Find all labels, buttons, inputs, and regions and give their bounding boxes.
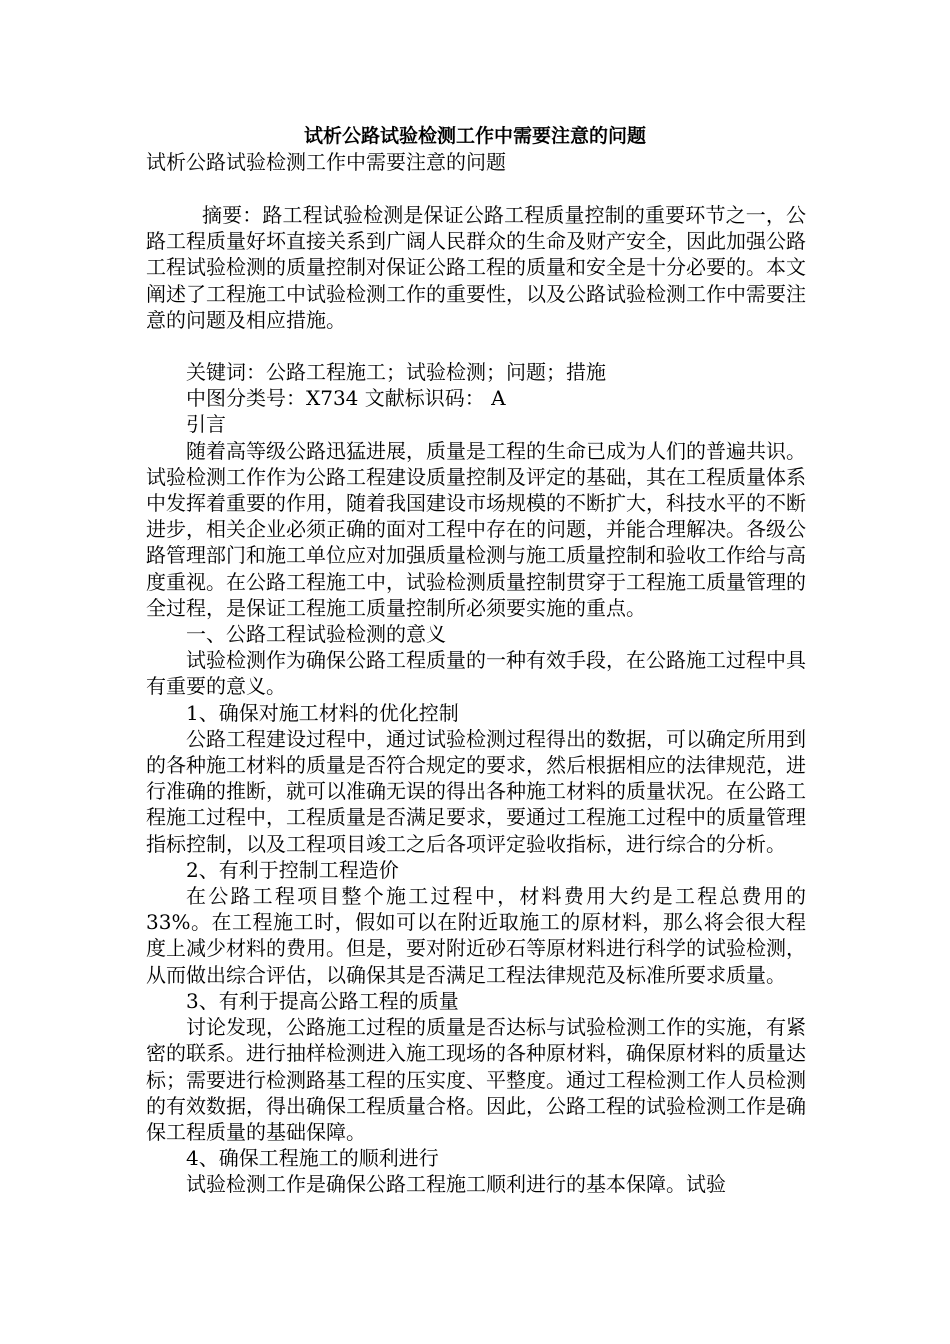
body-paragraph: 公路工程建设过程中，通过试验检测过程得出的数据，可以确定所用到的各种施工材料的质量是否符合规定的要求，然后根据相应的法律规范，进行准确的推断，就可以准确无误的得出各种施工材料的质量状况。在公路工程施工过程中，工程质量是否满足要求，要通过工程施工过程中的质量管理指标控制，以及工程项目竣工之后各项评定验收指标，进行综合的分析。 xyxy=(146,726,806,856)
classification-line: 中图分类号：X734 文献标识码： A xyxy=(186,386,506,411)
section-heading: 一、公路工程试验检测的意义 xyxy=(186,622,446,647)
body-paragraph: 讨论发现，公路施工过程的质量是否达标与试验检测工作的实施，有紧密的联系。进行抽样检测进入施工现场的各种原材料，确保原材料的质量达标；需要进行检测路基工程的压实度、平整度。通过工程检测工作人员检测的有效数据，得出确保工程质量合格。因此，公路工程的试验检测工作是确保工程质量的基础保障。 xyxy=(146,1015,806,1144)
subsection-heading: 2、有利于控制工程造价 xyxy=(186,857,399,882)
keywords-line: 关键词：公路工程施工；试验检测；问题；措施 xyxy=(186,360,606,385)
abstract-paragraph: 摘要：路工程试验检测是保证公路工程质量控制的重要环节之一，公路工程质量好坏直接关系到广阔人民群众的生命及财产安全，因此加强公路工程试验检测的质量控制对保证公路工程的质量和安全是十分必要的。本文阐述了工程施工中试验检测工作的重要性，以及公路试验检测工作中需要注意的问题及相应措施。 xyxy=(146,203,806,332)
body-paragraph: 在公路工程项目整个施工过程中，材料费用大约是工程总费用的33%。在工程施工时，假如可以在附近取施工的原材料，那么将会很大程度上减少材料的费用。但是，要对附近砂石等原材料进行科学的试验检测，从而做出综合评估，以确保其是否满足工程法律规范及标准所要求质量。 xyxy=(146,884,806,987)
document-body xyxy=(146,202,806,1198)
subsection-heading: 3、有利于提高公路工程的质量 xyxy=(186,988,459,1013)
body-paragraph: 随着高等级公路迅猛进展，质量是工程的生命已成为人们的普遍共识。试验检测工作作为公路工程建设质量控制及评定的基础，其在工程质量体系中发挥着重要的作用，随着我国建设市场规模的不断扩大，科技水平的不断进步，相关企业必须正确的面对工程中存在的问题，并能合理解决。各级公路管理部门和施工单位应对加强质量检测与施工质量控制和验收工作给与高度重视。在公路工程施工中，试验检测质量控制贯穿于工程施工质量管理的全过程，是保证工程施工质量控制所必须要实施的重点。 xyxy=(146,438,806,620)
subsection-heading: 1、确保对施工材料的优化控制 xyxy=(186,700,459,725)
document-subtitle: 试析公路试验检测工作中需要注意的问题 xyxy=(146,150,506,174)
subsection-heading: 4、确保工程施工的顺利进行 xyxy=(186,1146,439,1171)
document-title: 试析公路试验检测工作中需要注意的问题 xyxy=(303,125,646,147)
section-heading-introduction: 引言 xyxy=(186,412,226,437)
body-paragraph: 试验检测工作是确保公路工程施工顺利进行的基本保障。试验 xyxy=(186,1172,726,1197)
body-paragraph: 试验检测作为确保公路工程质量的一种有效手段，在公路施工过程中具有重要的意义。 xyxy=(146,648,806,699)
